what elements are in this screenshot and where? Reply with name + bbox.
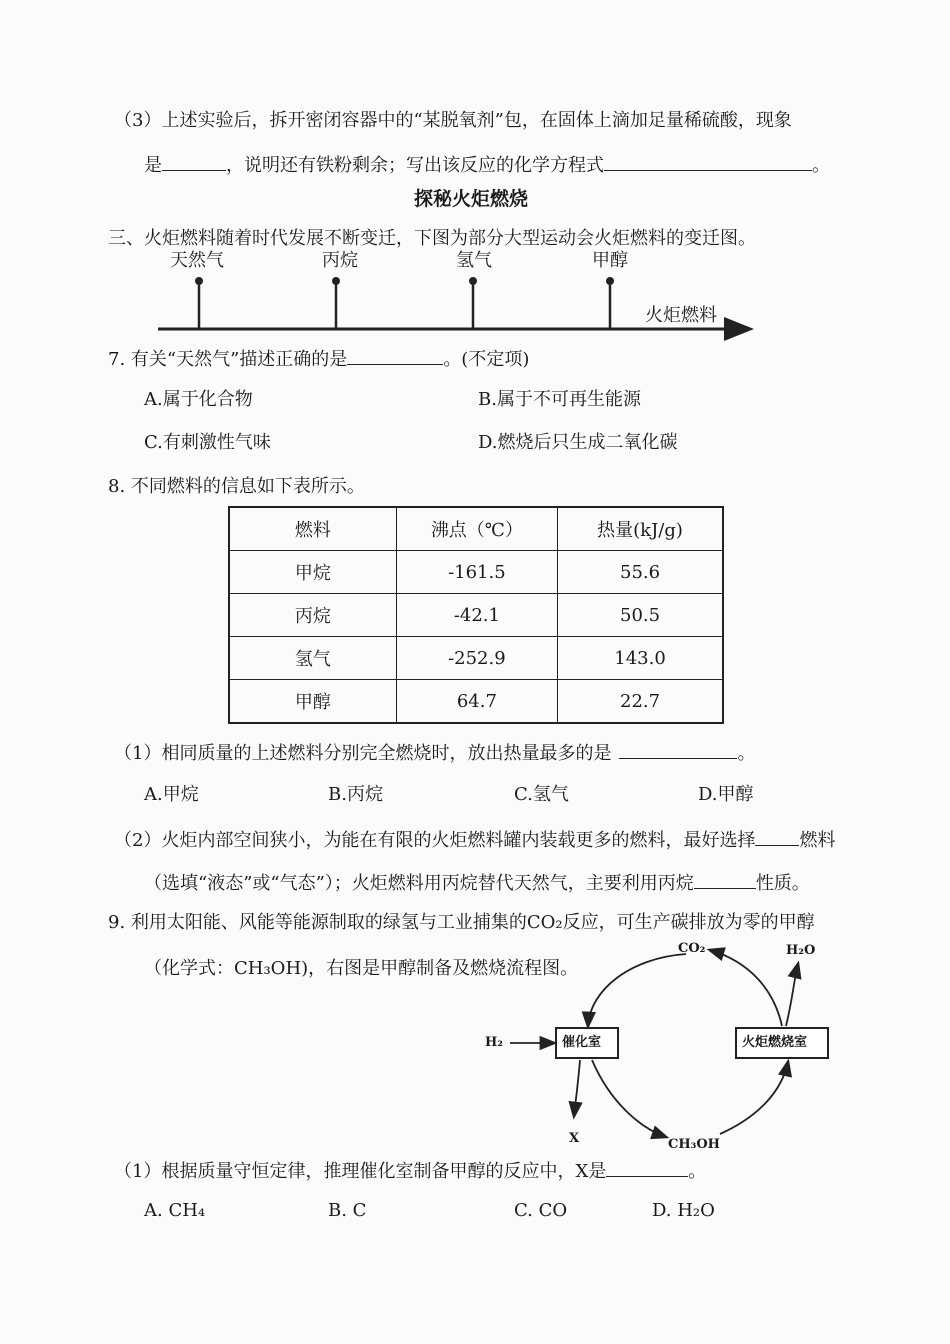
q7-stem-a: 7. 有关“天然气”描述正确的是 bbox=[108, 349, 348, 370]
q7-answer-blank[interactable] bbox=[347, 346, 443, 365]
catalyst-to-ch3oh-arrow bbox=[592, 1060, 666, 1137]
timeline-label-natural-gas: 天然气 bbox=[170, 250, 224, 271]
q7-option-d[interactable]: D.燃烧后只生成二氧化碳 bbox=[478, 432, 678, 453]
q8-sub2-blank-state[interactable] bbox=[755, 827, 799, 846]
co2-label: CO₂ bbox=[678, 941, 706, 956]
q9-sub1-stem-b: 。 bbox=[688, 1161, 707, 1182]
q7-stem-b: 。(不定项) bbox=[443, 349, 530, 370]
fuel-timeline bbox=[150, 250, 760, 345]
q9-line2: （化学式：CH₃OH)，右图是甲醇制备及燃烧流程图。 bbox=[144, 958, 579, 979]
q8-sub2-line1 bbox=[114, 827, 835, 852]
timeline-marker bbox=[606, 277, 614, 328]
q8-sub1-stem-b: 。 bbox=[737, 743, 756, 764]
q9-sub1-option-c[interactable]: C. CO bbox=[514, 1200, 568, 1221]
co2-to-catalyst-arrow bbox=[588, 954, 686, 1026]
q7-option-b[interactable]: B.属于不可再生能源 bbox=[478, 389, 641, 410]
h2-label: H₂ bbox=[485, 1035, 503, 1050]
q8-sub2-blank-property[interactable] bbox=[694, 870, 756, 889]
q9-sub1-option-b[interactable]: B. C bbox=[328, 1200, 367, 1221]
catalyst-to-x-arrow bbox=[574, 1060, 580, 1116]
table-cell: 50.5 bbox=[558, 594, 723, 637]
table-row bbox=[229, 551, 723, 594]
table-cell: 55.6 bbox=[558, 551, 723, 594]
table-header: 热量(kJ/g) bbox=[558, 507, 723, 551]
burner-label: 火炬燃烧室 bbox=[742, 1035, 808, 1050]
table-header-row bbox=[229, 507, 723, 551]
table-cell: -161.5 bbox=[396, 551, 557, 594]
table-row bbox=[229, 594, 723, 637]
timeline-axis-label: 火炬燃料 bbox=[645, 305, 717, 326]
q8-sub1-option-d[interactable]: D.甲醇 bbox=[698, 784, 754, 805]
q8-sub1-option-a[interactable]: A.甲烷 bbox=[144, 784, 199, 805]
table-cell: -252.9 bbox=[396, 637, 557, 680]
table-header: 燃料 bbox=[229, 507, 396, 551]
q3-line2 bbox=[144, 152, 830, 177]
q3-blank-equation[interactable] bbox=[604, 152, 812, 171]
x-label: X bbox=[569, 1131, 580, 1146]
q8-sub2-line2-b: 性质。 bbox=[755, 873, 810, 894]
table-cell: -42.1 bbox=[396, 594, 557, 637]
catalyst-label: 催化室 bbox=[562, 1035, 602, 1050]
q8-sub1-blank[interactable] bbox=[619, 740, 737, 759]
ch3oh-label: CH₃OH bbox=[668, 1137, 720, 1152]
table-cell: 甲醇 bbox=[229, 680, 396, 724]
q8-sub2-line2-a: （选填“液态”或“气态”）；火炬燃料用丙烷替代天然气，主要利用丙烷 bbox=[144, 873, 694, 894]
q8-sub1-option-b[interactable]: B.丙烷 bbox=[328, 784, 383, 805]
table-header: 沸点（℃） bbox=[396, 507, 557, 551]
q8-sub1-stem bbox=[114, 740, 755, 765]
q3-line1: （3）上述实验后，拆开密闭容器中的“某脱氧剂”包，在固体上滴加足量稀硫酸，现象 bbox=[114, 110, 792, 131]
table-row bbox=[229, 680, 723, 724]
q9-sub1-blank[interactable] bbox=[606, 1158, 688, 1177]
q8-sub1-option-c[interactable]: C.氢气 bbox=[514, 784, 569, 805]
table-row bbox=[229, 637, 723, 680]
table-cell: 丙烷 bbox=[229, 594, 396, 637]
ch3oh-to-burner-arrow bbox=[720, 1062, 788, 1134]
q3-line2-c: 。 bbox=[812, 155, 830, 176]
timeline-marker bbox=[469, 277, 477, 328]
q8-sub2-line1-a: （2）火炬内部空间狭小，为能在有限的火炬燃料罐内装载更多的燃料，最好选择 bbox=[114, 830, 756, 851]
section-intro: 三、火炬燃料随着时代发展不断变迁，下图为部分大型运动会火炬燃料的变迁图。 bbox=[108, 228, 756, 249]
burner-to-h2o-arrow bbox=[786, 964, 798, 1026]
table-cell: 143.0 bbox=[558, 637, 723, 680]
timeline-label-methanol: 甲醇 bbox=[592, 250, 628, 271]
q7-option-c[interactable]: C.有刺激性气味 bbox=[144, 432, 271, 453]
h2o-label: H₂O bbox=[786, 943, 816, 958]
q9-sub1-stem bbox=[114, 1158, 706, 1183]
q3-line2-b: ，说明还有铁粉剩余；写出该反应的化学方程式 bbox=[226, 155, 604, 176]
q9-sub1-stem-a: （1）根据质量守恒定律，推理催化室制备甲醇的反应中，X是 bbox=[114, 1161, 607, 1182]
q9-line1: 9. 利用太阳能、风能等能源制取的绿氢与工业捕集的CO₂反应，可生产碳排放为零的甲醇 bbox=[108, 912, 815, 933]
q3-blank-phenomenon[interactable] bbox=[162, 152, 226, 171]
q8-sub2-line2 bbox=[144, 870, 810, 895]
timeline-marker bbox=[332, 277, 340, 328]
timeline-label-propane: 丙烷 bbox=[322, 250, 358, 271]
q7-option-a[interactable]: A.属于化合物 bbox=[144, 389, 253, 410]
q9-sub1-option-d[interactable]: D. H₂O bbox=[652, 1200, 715, 1221]
table-cell: 氢气 bbox=[229, 637, 396, 680]
section-title: 探秘火炬燃烧 bbox=[414, 188, 529, 210]
table-cell: 甲烷 bbox=[229, 551, 396, 594]
table-cell: 64.7 bbox=[396, 680, 557, 724]
q9-sub1-option-a[interactable]: A. CH₄ bbox=[144, 1200, 206, 1221]
q8-sub1-stem-a: （1）相同质量的上述燃料分别完全燃烧时，放出热量最多的是 bbox=[114, 743, 612, 764]
timeline-marker bbox=[195, 277, 203, 328]
q7-stem bbox=[108, 346, 529, 371]
burner-to-co2-arrow bbox=[710, 950, 782, 1026]
q8-sub2-line1-b: 燃料 bbox=[799, 830, 836, 851]
q3-line2-a: 是 bbox=[144, 155, 162, 176]
table-cell: 22.7 bbox=[558, 680, 723, 724]
q8-stem: 8. 不同燃料的信息如下表所示。 bbox=[108, 476, 365, 497]
timeline-label-hydrogen: 氢气 bbox=[456, 250, 492, 271]
fuel-table bbox=[228, 506, 724, 724]
